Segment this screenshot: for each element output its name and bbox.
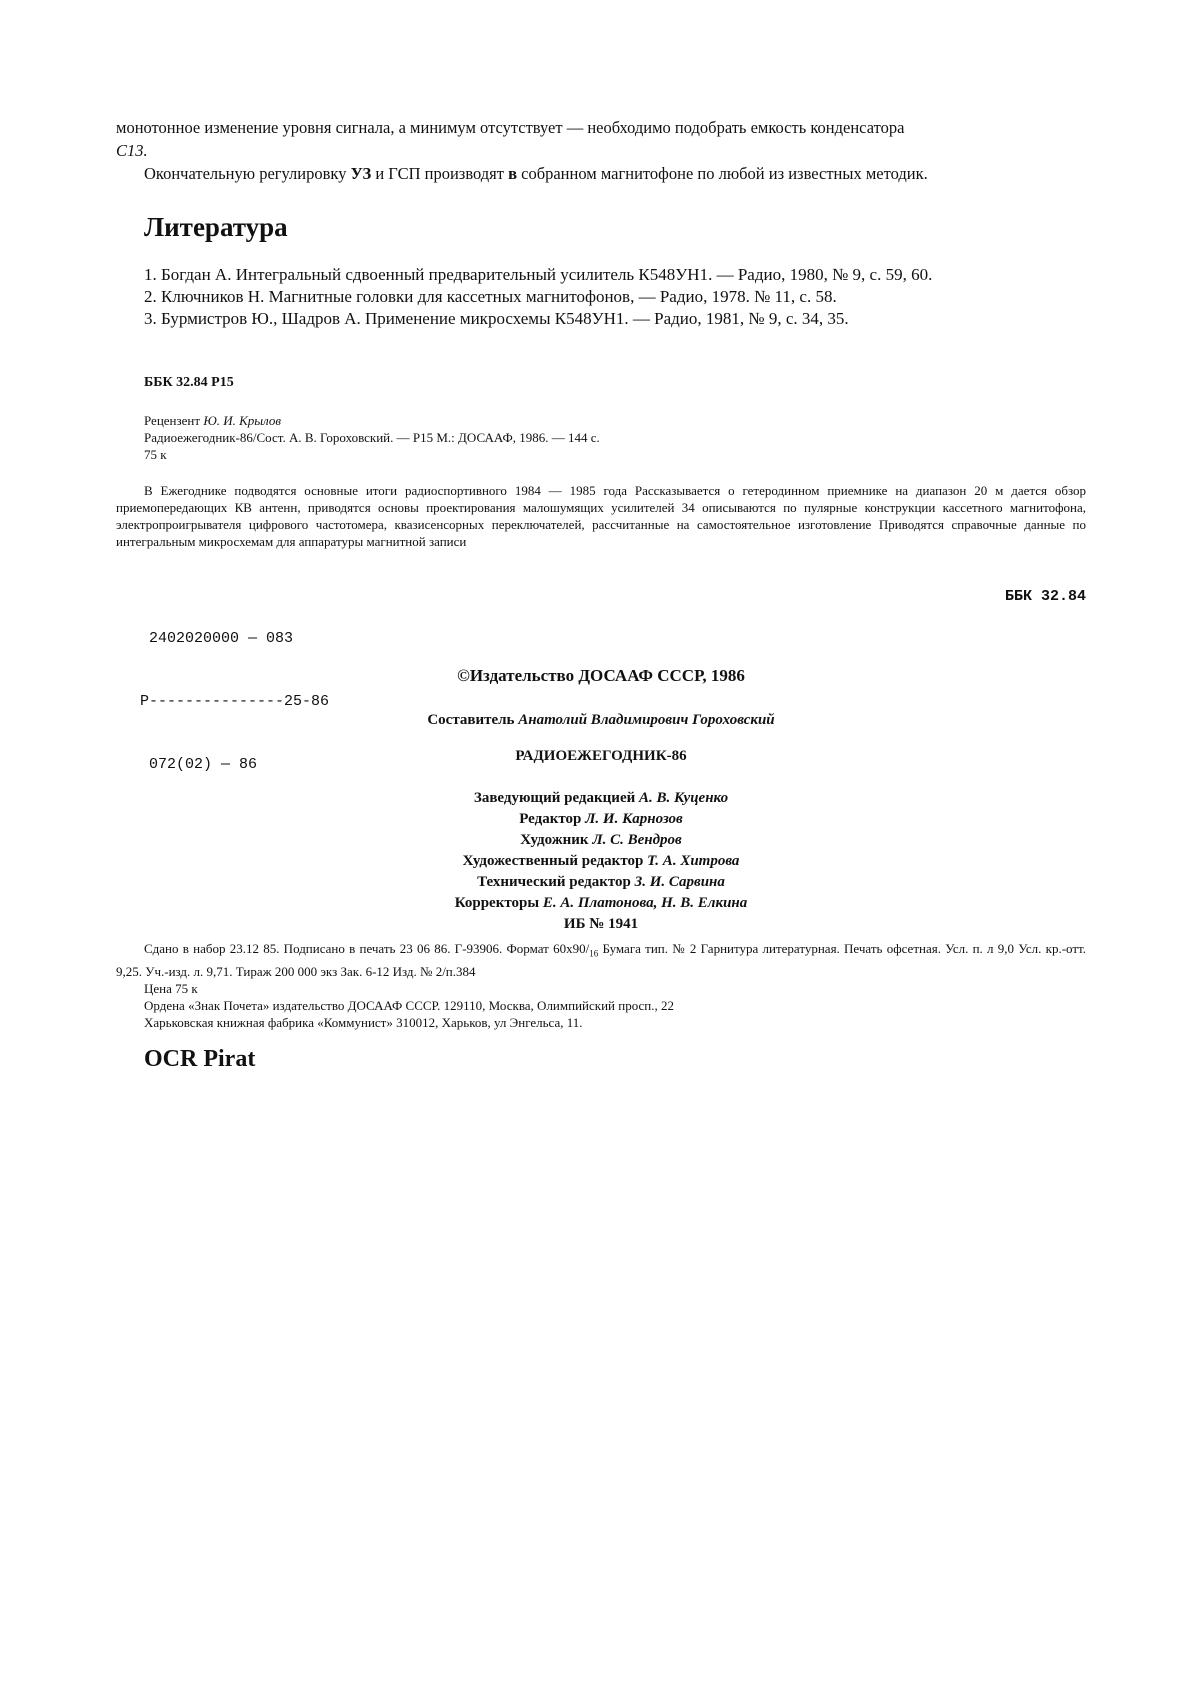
- staff-line: [116, 830, 1086, 851]
- ib-number: ИБ № 1941: [563, 916, 639, 932]
- staff-name: Т. А. Хитрова: [647, 853, 740, 869]
- staff-line: [116, 788, 1086, 809]
- literature-list: [116, 264, 1086, 330]
- staff-role: Художественный редактор: [462, 853, 648, 869]
- code-line: 2402020000 — 083: [140, 630, 294, 647]
- reviewer-label: Рецензент: [144, 413, 204, 428]
- bold-term: в: [508, 164, 518, 183]
- catalog-line: Радиоежегодник-86/Сост. А. В. Гороховский. — Р15 М.: ДОСААФ, 1986. — 144 с.: [144, 430, 600, 445]
- book-title: РАДИОЕЖЕГОДНИК-86: [515, 748, 687, 764]
- bold-term: УЗ: [350, 164, 372, 183]
- imprint-text: Бумага тип. № 2 Гарнитура литературная. Печать офсетная. Усл. п. л 9,0 Усл. кр.-отт. 9,25. Уч.-изд. л. 9,71. Тираж 200 000 экз Зак. 6-12 Изд. № 2/п.384: [116, 941, 1086, 979]
- imprint-printer: Харьковская книжная фабрика «Коммунист» 310012, Харьков, ул Энгельса, 11.: [144, 1014, 583, 1030]
- staff-name: Е. А. Платонова, Н. В. Елкина: [542, 895, 748, 911]
- staff-name: Л. И. Карнозов: [585, 811, 683, 827]
- compiler-label: Составитель: [427, 712, 519, 728]
- paragraph-end-previous: [116, 116, 1086, 162]
- imprint: [116, 940, 1086, 1031]
- ocr-label: OCR Pirat: [144, 1046, 256, 1072]
- compiler-name: Анатолий Владимирович Гороховский: [518, 712, 775, 728]
- top-paragraphs: [116, 116, 1086, 185]
- price-short: 75 к: [144, 447, 167, 462]
- classification-code: [140, 586, 400, 817]
- reviewer-line: [144, 412, 1114, 429]
- bbk-index: ББК 32.84 Р15: [144, 375, 234, 390]
- literature-item: 1. Богдан А. Интегральный сдвоенный предварительный усилитель К548УН1. — Радио, 1980, № 9, с. 59, 60.: [144, 265, 933, 284]
- paragraph-text: и ГСП производят: [371, 164, 509, 183]
- imprint-text: Сдано в набор 23.12 85. Подписано в печать 23 06 86. Г-93906. Формат 60х90/: [144, 941, 590, 956]
- copyright: ©Издательство ДОСААФ СССР, 1986: [457, 666, 745, 685]
- staff-name: Л. С. Вендров: [592, 832, 682, 848]
- literature-item: 2. Ключников Н. Магнитные головки для кассетных магнитофонов, — Радио, 1978. № 11, с. 58.: [144, 287, 837, 306]
- code-line: Р---------------25-86: [140, 693, 330, 710]
- paragraph-final-adjustment: [116, 162, 1086, 185]
- staff-list: [116, 788, 1086, 935]
- compiler-line: [116, 712, 1086, 729]
- staff-role: Корректоры: [454, 895, 543, 911]
- staff-line: [116, 872, 1086, 893]
- staff-role: Технический редактор: [477, 874, 635, 890]
- code-line: 072(02) — 86: [140, 756, 258, 773]
- staff-line: [116, 851, 1086, 872]
- staff-role: Редактор: [519, 811, 586, 827]
- paragraph-text: монотонное изменение уровня сигнала, а минимум отсутствует — необходимо подобрать емкость конденсатора: [116, 118, 905, 137]
- capacitor-ref: С13.: [116, 141, 148, 160]
- staff-line: [116, 893, 1086, 914]
- annotation: В Ежегоднике подводятся основные итоги радиоспортивного 1984 — 1985 года Рассказывается о гетеродинном приемнике на диапазон 20 м дается обзор приемопередающих КВ антенн, приводятся основы проектирования малошумящих усилителей 34 описываются по пулярные конструкции кассетного магнитофона, электропроигрывателя цифрового частотомера, квазисенсорных переключателей, рассчитанные на самостоятельное изготовление Приводятся справочные данные по интегральным микросхемам для аппаратуры магнитной записи: [116, 483, 1086, 549]
- staff-name: З. И. Сарвина: [634, 874, 725, 890]
- staff-role: Заведующий редакцией: [473, 790, 640, 806]
- imprint-publisher: Ордена «Знак Почета» издательство ДОСААФ СССР. 129110, Москва, Олимпийский просп., 22: [144, 997, 674, 1013]
- literature-heading: Литература: [144, 212, 288, 242]
- format-subscript: 16: [589, 948, 599, 959]
- imprint-details: [116, 940, 1086, 980]
- bbk-right: ББК 32.84: [1004, 588, 1086, 605]
- imprint-price: Цена 75 к: [144, 980, 198, 996]
- staff-name: А. В. Куценко: [639, 790, 729, 806]
- catalog-card: [144, 412, 1114, 463]
- paragraph-text: собранном магнитофоне по любой из известных методик.: [517, 164, 928, 183]
- paragraph-text: Окончательную регулировку: [144, 164, 351, 183]
- reviewer-name: Ю. И. Крылов: [203, 413, 282, 428]
- literature-item: 3. Бурмистров Ю., Шадров А. Применение микросхемы К548УН1. — Радио, 1981, № 9, с. 34, 35.: [144, 309, 849, 328]
- staff-line: [116, 809, 1086, 830]
- staff-role: Художник: [520, 832, 593, 848]
